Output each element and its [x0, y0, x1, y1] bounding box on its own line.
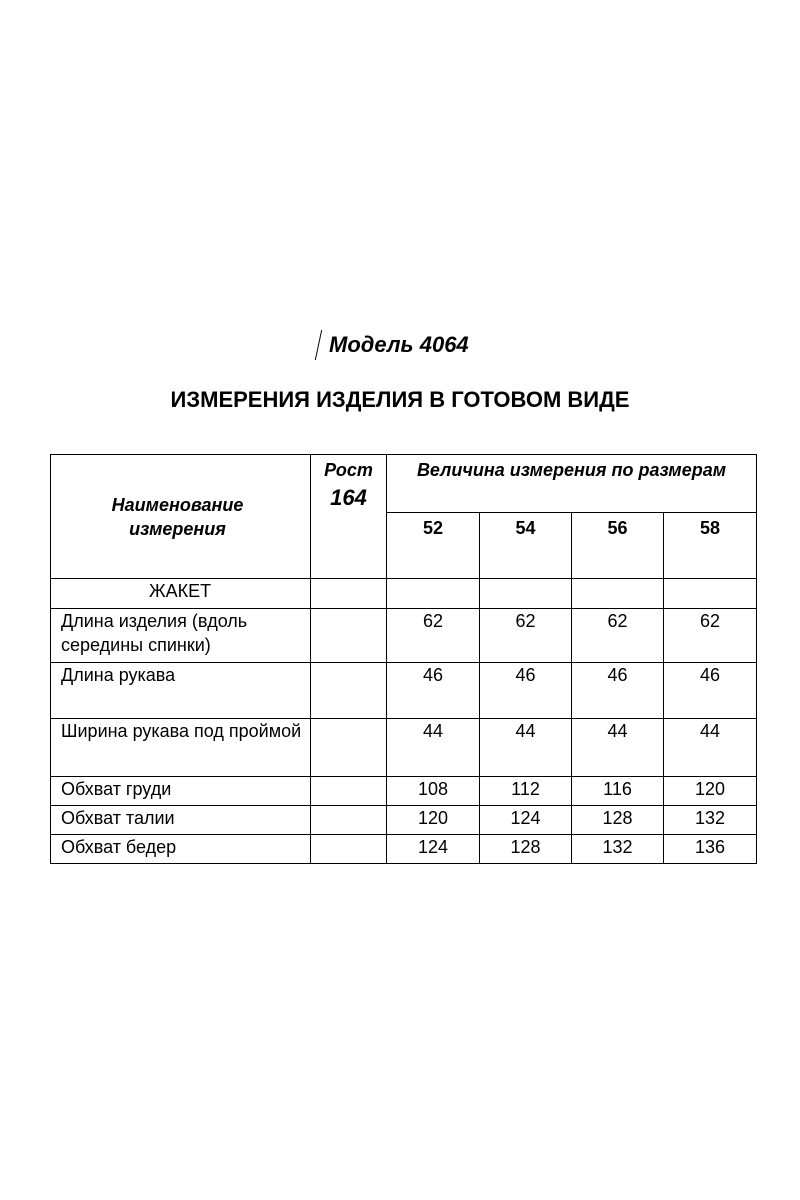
document-heading: ИЗМЕРЕНИЯ ИЗДЕЛИЯ В ГОТОВОМ ВИДЕ: [170, 387, 630, 412]
measurements-table: [50, 454, 757, 864]
empty-cell: [387, 579, 480, 609]
measurement-value: 46: [387, 663, 480, 719]
section-label: ЖАКЕТ: [51, 579, 311, 609]
empty-cell: [664, 579, 757, 609]
empty-cell: [572, 579, 664, 609]
measurement-value: 112: [480, 777, 572, 806]
height-header: [311, 455, 387, 579]
name-column-header: Наименование измерения: [51, 455, 311, 579]
height-cell: [311, 719, 387, 777]
size-header: 52: [387, 513, 480, 579]
height-cell: [311, 777, 387, 806]
model-title: [318, 330, 538, 360]
measurement-value: 128: [480, 835, 572, 864]
height-label: Рост: [324, 460, 373, 480]
table-row: [51, 719, 757, 777]
height-cell: [311, 579, 387, 609]
table-row: [51, 806, 757, 835]
measurement-value: 44: [480, 719, 572, 777]
size-header: 58: [664, 513, 757, 579]
model-title-text: Модель 4064: [329, 332, 469, 357]
height-cell: [311, 663, 387, 719]
measurement-value: 132: [664, 806, 757, 835]
table-row: [51, 835, 757, 864]
section-row: [51, 579, 757, 609]
height-cell: [311, 609, 387, 663]
measurement-value: 44: [664, 719, 757, 777]
measurement-name: Ширина рукава под проймой: [51, 719, 311, 777]
table-row: [51, 663, 757, 719]
sizes-header: Величина измерения по размерам: [387, 455, 757, 513]
height-cell: [311, 835, 387, 864]
measurement-value: 46: [572, 663, 664, 719]
measurement-value: 124: [480, 806, 572, 835]
measurement-value: 108: [387, 777, 480, 806]
measurement-value: 62: [664, 609, 757, 663]
height-value: 164: [330, 485, 367, 510]
height-cell: [311, 806, 387, 835]
measurement-value: 120: [387, 806, 480, 835]
measurement-value: 136: [664, 835, 757, 864]
measurement-value: 116: [572, 777, 664, 806]
measurement-name: Обхват талии: [51, 806, 311, 835]
measurement-name: Обхват бедер: [51, 835, 311, 864]
measurement-value: 62: [387, 609, 480, 663]
measurement-value: 132: [572, 835, 664, 864]
measurement-name: Обхват груди: [51, 777, 311, 806]
measurement-value: 62: [572, 609, 664, 663]
measurement-value: 44: [572, 719, 664, 777]
measurement-value: 124: [387, 835, 480, 864]
measurement-name: Длина изделия (вдоль середины спинки): [51, 609, 311, 663]
measurement-value: 46: [664, 663, 757, 719]
empty-cell: [480, 579, 572, 609]
measurement-name: Длина рукава: [51, 663, 311, 719]
measurement-value: 44: [387, 719, 480, 777]
table-row: [51, 609, 757, 663]
measurement-value: 46: [480, 663, 572, 719]
size-header: 54: [480, 513, 572, 579]
measurement-value: 120: [664, 777, 757, 806]
size-header: 56: [572, 513, 664, 579]
table-row: [51, 777, 757, 806]
slash-mark: [315, 330, 330, 360]
header-row-top: [51, 455, 757, 513]
measurement-value: 62: [480, 609, 572, 663]
measurement-value: 128: [572, 806, 664, 835]
